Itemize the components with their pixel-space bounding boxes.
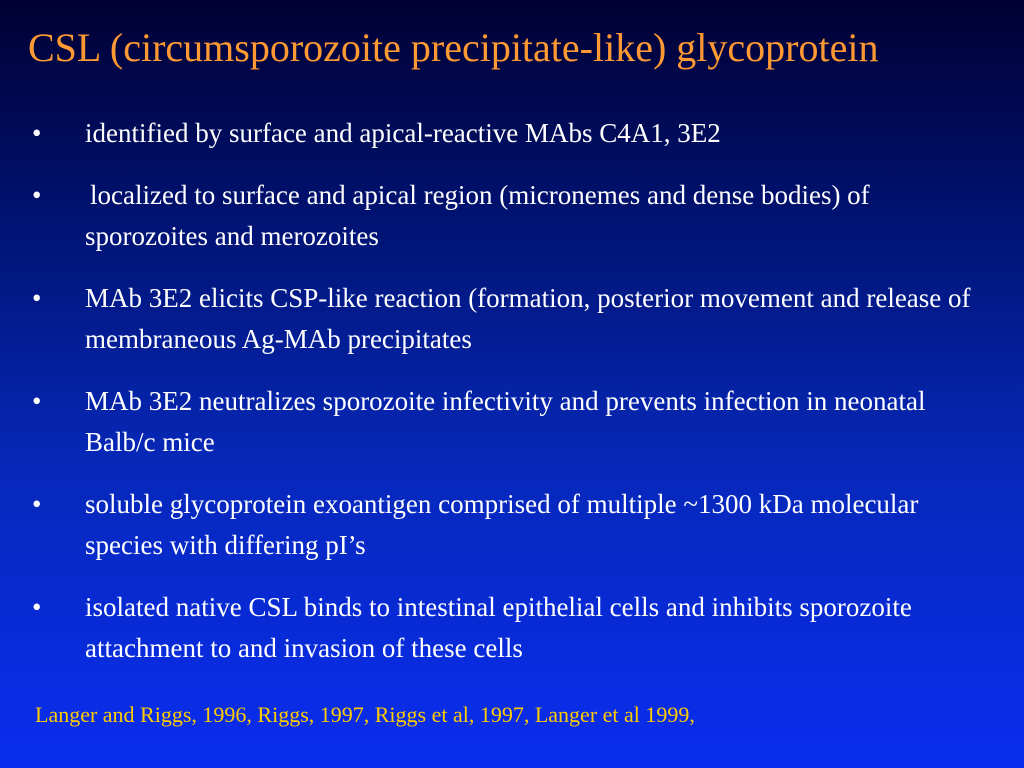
bullet-marker: • <box>32 180 42 210</box>
bullet-text: MAb 3E2 neutralizes sporozoite infectivity and prevents infection in neonatal Balb/c mice <box>85 386 926 457</box>
bullet-item-1 <box>28 113 998 154</box>
bullet-item-6 <box>28 587 998 669</box>
bullet-text: identified by surface and apical-reactive MAbs C4A1, 3E2 <box>85 118 721 148</box>
bullet-item-2 <box>28 175 998 257</box>
bullet-item-3 <box>28 278 998 360</box>
bullet-text: isolated native CSL binds to intestinal epithelial cells and inhibits sporozoite attachment to and invasion of these cells <box>85 592 912 663</box>
bullet-text: MAb 3E2 elicits CSP-like reaction (formation, posterior movement and release of membraneous Ag-MAb precipitates <box>85 283 971 354</box>
slide-title: CSL (circumsporozoite precipitate-like) glycoprotein <box>28 25 879 70</box>
bullet-marker: • <box>32 283 42 313</box>
bullet-list <box>28 113 998 690</box>
bullet-text: localized to surface and apical region (micronemes and dense bodies) of sporozoites and merozoites <box>85 180 870 251</box>
bullet-item-4 <box>28 381 998 463</box>
bullet-text: soluble glycoprotein exoantigen comprised of multiple ~1300 kDa molecular species with differing pI’s <box>85 489 919 560</box>
citation-footer: Langer and Riggs, 1996, Riggs, 1997, Riggs et al, 1997, Langer et al 1999, <box>35 702 695 727</box>
bullet-item-5 <box>28 484 998 566</box>
bullet-marker: • <box>32 592 42 622</box>
bullet-marker: • <box>32 386 42 416</box>
bullet-marker: • <box>32 118 42 148</box>
bullet-marker: • <box>32 489 42 519</box>
